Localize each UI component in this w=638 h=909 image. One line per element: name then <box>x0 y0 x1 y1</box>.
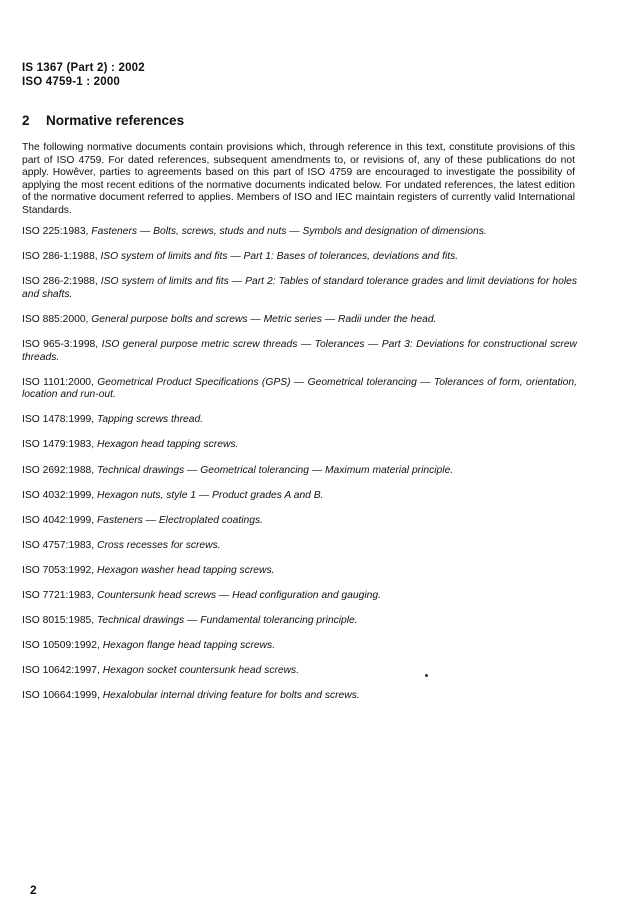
reference-item <box>22 590 577 603</box>
intro-paragraph: The following normative documents contain provisions which, through reference in this text, constitute provisions of this part of ISO 4759. For dated references, subsequent amendments to, or revisions of, any of these publications do not apply. Howêver, parties to agreements based on this part of ISO 4759 are encouraged to investigate the possibility of applying the most recent editions of the normative documents indicated below. For undated references, the latest edition of the normative document referred to applies. Members of ISO and IEC maintain registers of currently valid International Standards. <box>22 142 575 216</box>
reference-title: ISO system of limits and fits — Part 1: Bases of tolerances, deviations and fits. <box>100 251 459 263</box>
reference-item <box>22 251 577 264</box>
reference-code: ISO 10509:1992, <box>22 640 100 652</box>
reference-title: Technical drawings — Geometrical tolerancing — Maximum material principle. <box>97 464 454 476</box>
reference-item <box>22 565 577 578</box>
reference-item <box>22 314 577 327</box>
reference-code: ISO 286-2:1988, <box>22 276 98 288</box>
reference-code: ISO 8015:1985, <box>22 615 95 627</box>
reference-code: ISO 885:2000, <box>22 313 89 325</box>
reference-code: ISO 2692:1988, <box>22 464 95 476</box>
reference-item <box>22 414 577 427</box>
reference-code: ISO 10664:1999, <box>22 690 100 702</box>
reference-item <box>22 690 577 703</box>
reference-code: ISO 225:1983, <box>22 226 89 237</box>
reference-title: Tapping screws thread. <box>97 414 204 426</box>
reference-code: ISO 4757:1983, <box>22 539 95 551</box>
reference-code: ISO 4042:1999, <box>22 514 95 526</box>
reference-item <box>22 515 577 528</box>
section-title: Normative references <box>46 113 185 128</box>
reference-code: ISO 7721:1983, <box>22 590 95 601</box>
reference-item <box>22 276 577 301</box>
reference-title: Technical drawings — Fundamental tolerancing principle. <box>97 615 358 627</box>
reference-item <box>22 339 577 364</box>
section-heading <box>22 113 184 128</box>
reference-code: ISO 1101:2000, <box>22 376 94 388</box>
page-number: 2 <box>30 883 37 897</box>
reference-title: Cross recesses for screws. <box>97 539 221 551</box>
reference-item <box>22 465 577 478</box>
reference-title: Countersunk head screws — Head configuration and gauging. <box>97 590 381 601</box>
reference-title: Fasteners — Bolts, screws, studs and nuts — Symbols and designation of dimensions. <box>91 226 487 237</box>
document-header <box>22 61 145 89</box>
scan-speck <box>425 674 428 677</box>
reference-title: ISO system of limits and fits — Part 2: Tables of standard tolerance grades and limit deviations for holes and shafts. <box>22 276 577 300</box>
reference-title: Hexalobular internal driving feature for bolts and screws. <box>102 690 360 702</box>
reference-title: Hexagon head tapping screws. <box>97 439 239 451</box>
reference-code: ISO 4032:1999, <box>22 489 95 501</box>
reference-title: ISO general purpose metric screw threads — Tolerances — Part 3: Deviations for constructional screw threads. <box>22 338 577 363</box>
reference-code: ISO 1478:1999, <box>22 414 95 426</box>
reference-item <box>22 540 577 553</box>
reference-code: ISO 1479:1983, <box>22 439 95 451</box>
reference-title: General purpose bolts and screws — Metric series — Radii under the head. <box>91 313 437 325</box>
reference-item <box>22 665 577 678</box>
reference-item <box>22 615 577 628</box>
standard-number-iso: ISO 4759-1 : 2000 <box>22 76 121 88</box>
reference-title: Hexagon flange head tapping screws. <box>102 640 276 652</box>
reference-code: ISO 965-3:1998, <box>22 338 99 350</box>
reference-title: Hexagon washer head tapping screws. <box>97 564 275 576</box>
reference-item <box>22 490 577 503</box>
reference-code: ISO 7053:1992, <box>22 564 95 576</box>
reference-title: Hexagon socket countersunk head screws. <box>102 665 300 677</box>
section-number: 2 <box>22 113 30 128</box>
reference-title: Fasteners — Electroplated coatings. <box>97 514 263 526</box>
reference-code: ISO 286-1:1988, <box>22 251 98 263</box>
reference-list <box>22 226 577 715</box>
reference-item <box>22 640 577 653</box>
reference-title: Hexagon nuts, style 1 — Product grades A and B. <box>97 489 324 501</box>
reference-title: Geometrical Product Specifications (GPS) — Geometrical tolerancing — Tolerances of form, orientation, location and run-out. <box>22 376 577 401</box>
reference-item <box>22 226 577 239</box>
reference-item <box>22 439 577 452</box>
reference-item <box>22 377 577 402</box>
reference-code: ISO 10642:1997, <box>22 665 100 677</box>
standard-number-is: IS 1367 (Part 2) : 2002 <box>22 62 145 74</box>
